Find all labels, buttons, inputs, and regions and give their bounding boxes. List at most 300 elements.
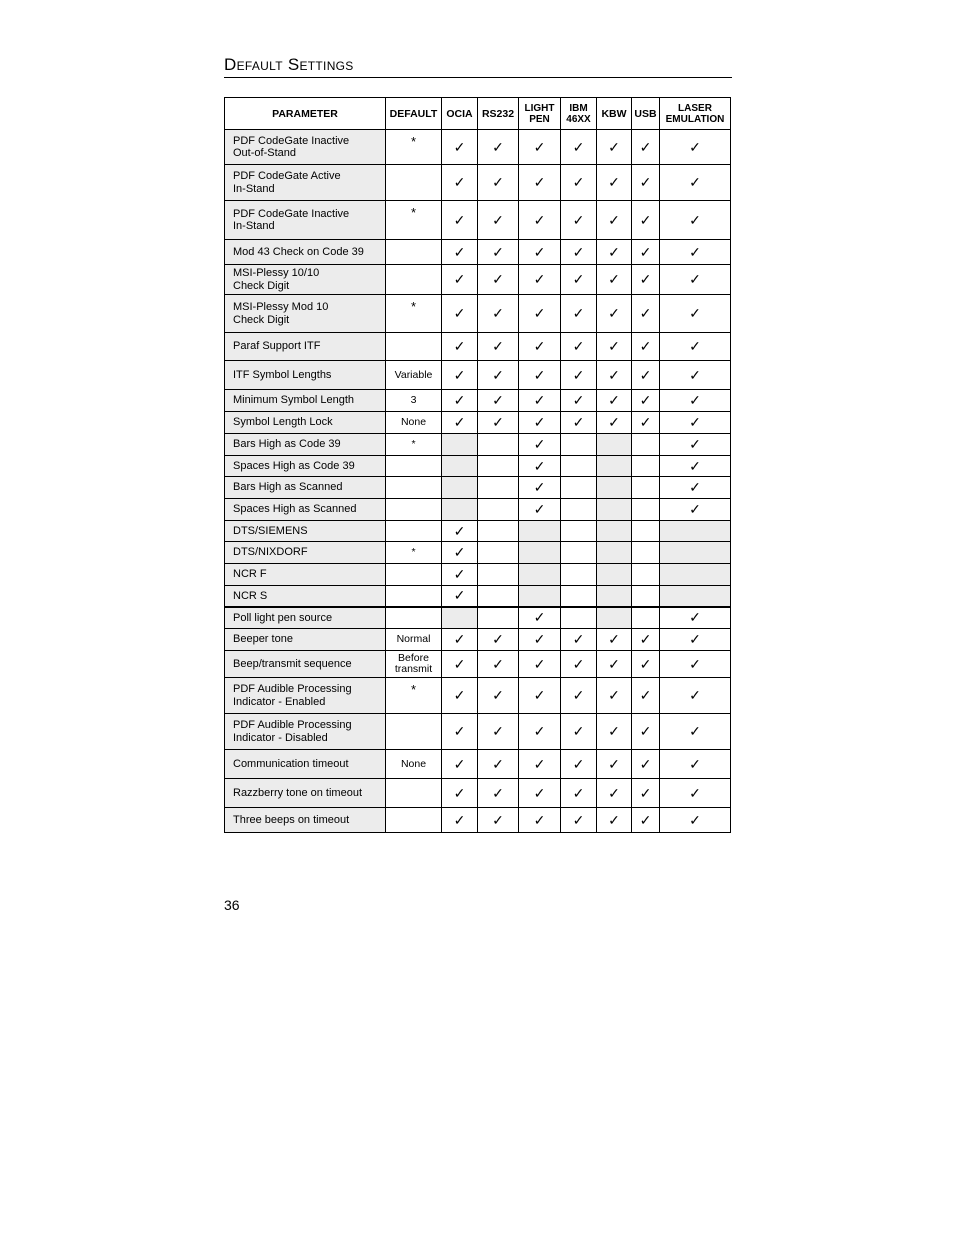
checkmark-icon: ✓ [453,338,466,354]
support-cell-ocia [442,629,478,651]
checkmark-icon: ✓ [689,243,701,260]
checkmark-icon: ✓ [572,655,585,672]
support-cell-ocia [442,412,478,434]
table-row [225,564,731,586]
support-cell-rs232 [478,779,519,808]
support-cell-kbw [597,714,632,750]
support-cell-light-pen [519,165,561,201]
checkmark-icon: ✓ [492,366,504,383]
checkmark-icon: ✓ [453,655,466,672]
parameter-text: Mod 43 Check on Code 39 [233,245,364,258]
support-cell-usb [632,808,660,833]
checkmark-icon: ✓ [639,392,652,408]
checkmark-icon: ✓ [453,723,466,739]
checkmark-icon: ✓ [689,138,701,155]
checkmark-icon: ✓ [608,211,620,228]
support-cell-light-pen [519,779,561,808]
support-cell-light-pen [519,201,561,240]
support-cell-ocia [442,240,478,265]
parameter-cell [225,521,386,542]
support-cell-usb [632,499,660,521]
checkmark-icon: ✓ [453,414,466,430]
checkmark-icon: ✓ [608,631,620,647]
table-row [225,456,731,477]
checkmark-icon: ✓ [572,687,585,703]
checkmark-icon: ✓ [533,501,546,517]
support-cell-kbw [597,678,632,714]
support-cell-laser-emulation [660,361,731,390]
support-cell-ibm-46xx [561,240,597,265]
header-line: EMULATION [665,113,725,125]
support-cell-light-pen [519,499,561,521]
checkmark-icon: ✓ [492,414,504,430]
support-cell-laser-emulation [660,808,731,833]
checkmark-icon: ✓ [608,414,620,430]
support-cell-ibm-46xx [561,586,597,607]
table-row [225,542,731,564]
checkmark-icon: ✓ [533,414,546,430]
default-cell [386,779,442,808]
default-cell [386,651,442,678]
parameter-text: NCR S [233,589,268,602]
checkmark-icon: ✓ [453,271,466,287]
support-cell-ibm-46xx [561,361,597,390]
support-cell-usb [632,542,660,564]
support-cell-ocia [442,477,478,499]
checkmark-icon: ✓ [689,305,701,321]
checkmark-icon: ✓ [533,479,546,495]
checkmark-icon: ✓ [639,784,652,801]
support-cell-light-pen [519,564,561,586]
checkmark-icon: ✓ [689,436,701,452]
checkmark-icon: ✓ [492,723,504,739]
table-body [225,130,731,833]
default-value: 3 [410,394,417,406]
support-cell-laser-emulation [660,521,731,542]
checkmark-icon: ✓ [492,755,504,772]
checkmark-icon: ✓ [689,479,701,495]
support-cell-kbw [597,521,632,542]
default-value: Variable [394,368,433,381]
support-cell-rs232 [478,240,519,265]
support-cell-ocia [442,130,478,165]
support-cell-kbw [597,390,632,412]
support-cell-kbw [597,499,632,521]
support-cell-usb [632,361,660,390]
support-cell-ocia [442,390,478,412]
checkmark-icon: ✓ [639,138,652,155]
checkmark-icon: ✓ [453,243,466,260]
default-value: transmit [394,663,433,675]
support-cell-light-pen [519,477,561,499]
support-cell-kbw [597,434,632,456]
table-row [225,629,731,651]
support-cell-light-pen [519,607,561,629]
checkmark-icon: ✓ [492,211,504,228]
support-cell-ibm-46xx [561,477,597,499]
support-cell-usb [632,434,660,456]
support-cell-usb [632,678,660,714]
support-cell-usb [632,521,660,542]
checkmark-icon: ✓ [533,392,546,408]
checkmark-icon: ✓ [689,414,701,430]
support-cell-laser-emulation [660,586,731,607]
support-cell-light-pen [519,629,561,651]
support-cell-ibm-46xx [561,750,597,779]
default-settings-table [224,97,731,833]
support-cell-ocia [442,564,478,586]
parameter-cell [225,651,386,678]
table-row [225,521,731,542]
checkmark-icon: ✓ [533,211,546,228]
parameter-text: MSI-Plessy 10/10 [233,267,320,279]
header-line: KBW [601,107,627,120]
checkmark-icon: ✓ [453,587,466,604]
default-cell [386,499,442,521]
checkmark-icon: ✓ [608,784,620,801]
support-cell-ibm-46xx [561,564,597,586]
checkmark-icon: ✓ [572,784,585,801]
header-line: DEFAULT [389,107,438,120]
default-cell [386,201,442,240]
parameter-text: In-Stand [233,220,275,232]
support-cell-ibm-46xx [561,499,597,521]
checkmark-icon: ✓ [689,457,701,474]
support-cell-usb [632,265,660,295]
checkmark-icon: ✓ [533,243,546,260]
support-cell-usb [632,564,660,586]
parameter-text: Spaces High as Code 39 [233,459,355,472]
parameter-text: Communication timeout [233,757,349,770]
checkmark-icon: ✓ [453,174,466,190]
default-cell [386,456,442,477]
support-cell-rs232 [478,333,519,361]
parameter-text: Beeper tone [233,633,293,646]
parameter-cell [225,477,386,499]
page-title: Default Settings [224,55,732,78]
checkmark-icon: ✓ [608,338,620,354]
support-cell-rs232 [478,412,519,434]
checkmark-icon: ✓ [453,305,466,321]
support-cell-ocia [442,333,478,361]
parameter-text: DTS/NIXDORF [233,546,308,559]
support-cell-kbw [597,629,632,651]
header-line: RS232 [481,107,515,120]
parameter-text: ITF Symbol Lengths [233,368,332,381]
support-cell-light-pen [519,808,561,833]
checkmark-icon: ✓ [689,655,701,672]
support-cell-ocia [442,434,478,456]
page-number: 36 [224,897,240,913]
table-header-row [225,98,731,130]
support-cell-ocia [442,499,478,521]
parameter-text: Poll light pen source [233,611,333,624]
checkmark-icon: ✓ [689,366,701,383]
default-cell [386,240,442,265]
column-header-default [386,98,442,130]
checkmark-icon: ✓ [492,687,504,703]
support-cell-laser-emulation [660,678,731,714]
support-cell-ocia [442,361,478,390]
table-row [225,130,731,165]
header-line: PARAMETER [272,107,338,120]
support-cell-ocia [442,651,478,678]
checkmark-icon: ✓ [689,687,701,703]
checkmark-icon: ✓ [453,211,466,228]
support-cell-kbw [597,564,632,586]
table-row [225,412,731,434]
checkmark-icon: ✓ [533,631,546,647]
support-cell-laser-emulation [660,390,731,412]
parameter-cell [225,750,386,779]
parameter-text: Three beeps on timeout [233,813,350,826]
support-cell-usb [632,412,660,434]
support-cell-laser-emulation [660,651,731,678]
table-row [225,333,731,361]
support-cell-ibm-46xx [561,542,597,564]
default-cell [386,333,442,361]
parameter-text: Paraf Support ITF [233,340,321,353]
parameter-cell [225,240,386,265]
default-cell [386,390,442,412]
support-cell-kbw [597,361,632,390]
column-header-ocia [442,98,478,130]
checkmark-icon: ✓ [689,501,701,517]
support-cell-rs232 [478,750,519,779]
checkmark-icon: ✓ [689,811,701,828]
checkmark-icon: ✓ [572,755,585,772]
support-cell-ocia [442,201,478,240]
checkmark-icon: ✓ [453,566,466,582]
support-cell-laser-emulation [660,607,731,629]
checkmark-icon: ✓ [533,609,546,626]
support-cell-rs232 [478,295,519,333]
support-cell-rs232 [478,808,519,833]
parameter-cell [225,412,386,434]
checkmark-icon: ✓ [639,174,652,190]
support-cell-rs232 [478,201,519,240]
checkmark-icon: ✓ [572,366,585,383]
support-cell-rs232 [478,678,519,714]
header-line: LIGHT [524,102,555,114]
default-cell [386,542,442,564]
parameter-text: PDF CodeGate Inactive [233,134,350,147]
checkmark-icon: ✓ [572,138,585,155]
support-cell-ibm-46xx [561,808,597,833]
checkmark-icon: ✓ [533,436,546,452]
checkmark-icon: ✓ [572,174,585,190]
table-row [225,750,731,779]
checkmark-icon: ✓ [608,243,620,260]
table-row [225,434,731,456]
checkmark-icon: ✓ [572,392,585,408]
parameter-text: Bars High as Code 39 [233,438,341,451]
checkmark-icon: ✓ [608,138,620,155]
support-cell-rs232 [478,542,519,564]
support-cell-rs232 [478,629,519,651]
support-cell-ocia [442,295,478,333]
table-row [225,714,731,750]
support-cell-usb [632,130,660,165]
checkmark-icon: ✓ [608,392,620,408]
checkmark-icon: ✓ [533,305,546,321]
support-cell-kbw [597,165,632,201]
table-row [225,390,731,412]
parameter-text: DTS/SIEMENS [233,524,308,537]
support-cell-usb [632,240,660,265]
parameter-cell [225,265,386,295]
support-cell-laser-emulation [660,201,731,240]
support-cell-rs232 [478,564,519,586]
default-value: Before [398,652,429,664]
default-cell [386,130,442,165]
support-cell-rs232 [478,477,519,499]
checkmark-icon: ✓ [608,755,620,772]
checkmark-icon: ✓ [689,784,701,801]
support-cell-light-pen [519,714,561,750]
default-cell [386,564,442,586]
parameter-cell [225,434,386,456]
support-cell-light-pen [519,651,561,678]
header-line: USB [634,107,657,120]
checkmark-icon: ✓ [639,211,652,228]
support-cell-laser-emulation [660,499,731,521]
checkmark-icon: ✓ [689,174,701,190]
column-header-usb [632,98,660,130]
parameter-text: Check Digit [233,313,290,326]
support-cell-ibm-46xx [561,651,597,678]
table-row [225,361,731,390]
default-value: * [410,299,417,314]
checkmark-icon: ✓ [533,687,546,703]
checkmark-icon: ✓ [533,811,546,828]
support-cell-light-pen [519,333,561,361]
support-cell-ocia [442,750,478,779]
support-cell-ibm-46xx [561,130,597,165]
parameter-cell [225,542,386,564]
table-row [225,265,731,295]
checkmark-icon: ✓ [639,243,652,260]
support-cell-ocia [442,607,478,629]
support-cell-rs232 [478,714,519,750]
default-value: * [411,438,416,450]
checkmark-icon: ✓ [608,723,620,739]
checkmark-icon: ✓ [608,655,620,672]
support-cell-usb [632,333,660,361]
checkmark-icon: ✓ [572,338,585,354]
checkmark-icon: ✓ [453,755,466,772]
checkmark-icon: ✓ [533,457,546,474]
checkmark-icon: ✓ [639,271,652,287]
support-cell-laser-emulation [660,750,731,779]
checkmark-icon: ✓ [453,366,466,383]
support-cell-laser-emulation [660,629,731,651]
support-cell-rs232 [478,499,519,521]
support-cell-usb [632,750,660,779]
checkmark-icon: ✓ [492,784,504,801]
support-cell-laser-emulation [660,542,731,564]
parameter-text: PDF CodeGate Active [233,170,341,182]
parameter-text: Symbol Length Lock [233,416,333,429]
support-cell-usb [632,607,660,629]
default-cell [386,586,442,607]
checkmark-icon: ✓ [572,631,585,647]
parameter-cell [225,201,386,240]
support-cell-light-pen [519,265,561,295]
checkmark-icon: ✓ [492,655,504,672]
checkmark-icon: ✓ [689,755,701,772]
checkmark-icon: ✓ [572,243,585,260]
checkmark-icon: ✓ [492,243,504,260]
support-cell-ocia [442,714,478,750]
support-cell-kbw [597,295,632,333]
support-cell-usb [632,586,660,607]
parameter-cell [225,499,386,521]
support-cell-ocia [442,265,478,295]
parameter-text: Spaces High as Scanned [233,503,357,516]
parameter-text: Beep/transmit sequence [233,657,352,670]
checkmark-icon: ✓ [572,414,585,430]
default-value: * [410,682,417,697]
checkmark-icon: ✓ [453,392,466,408]
checkmark-icon: ✓ [533,755,546,772]
support-cell-ibm-46xx [561,714,597,750]
checkmark-icon: ✓ [572,723,585,739]
default-cell [386,678,442,714]
support-cell-ocia [442,456,478,477]
support-cell-laser-emulation [660,456,731,477]
checkmark-icon: ✓ [453,687,466,703]
table-row [225,165,731,201]
support-cell-usb [632,295,660,333]
checkmark-icon: ✓ [492,392,504,408]
support-cell-rs232 [478,390,519,412]
support-cell-ibm-46xx [561,456,597,477]
support-cell-usb [632,714,660,750]
default-cell [386,265,442,295]
checkmark-icon: ✓ [533,784,546,801]
support-cell-laser-emulation [660,779,731,808]
parameter-cell [225,361,386,390]
support-cell-ibm-46xx [561,265,597,295]
column-header-rs232 [478,98,519,130]
checkmark-icon: ✓ [608,174,620,190]
table-row [225,607,731,629]
table-row [225,201,731,240]
support-cell-light-pen [519,678,561,714]
checkmark-icon: ✓ [572,305,585,321]
default-cell [386,165,442,201]
column-header-parameter [225,98,386,130]
support-cell-kbw [597,542,632,564]
support-cell-light-pen [519,750,561,779]
support-cell-ibm-46xx [561,779,597,808]
checkmark-icon: ✓ [533,174,546,190]
parameter-text: Check Digit [233,279,290,292]
checkmark-icon: ✓ [689,631,701,647]
checkmark-icon: ✓ [492,811,504,828]
checkmark-icon: ✓ [453,522,466,539]
checkmark-icon: ✓ [533,366,546,383]
parameter-cell [225,390,386,412]
checkmark-icon: ✓ [608,811,620,828]
support-cell-ibm-46xx [561,201,597,240]
default-value: * [410,205,417,220]
checkmark-icon: ✓ [639,366,652,383]
parameter-text: MSI-Plessy Mod 10 [233,301,329,313]
checkmark-icon: ✓ [689,723,701,739]
support-cell-light-pen [519,521,561,542]
